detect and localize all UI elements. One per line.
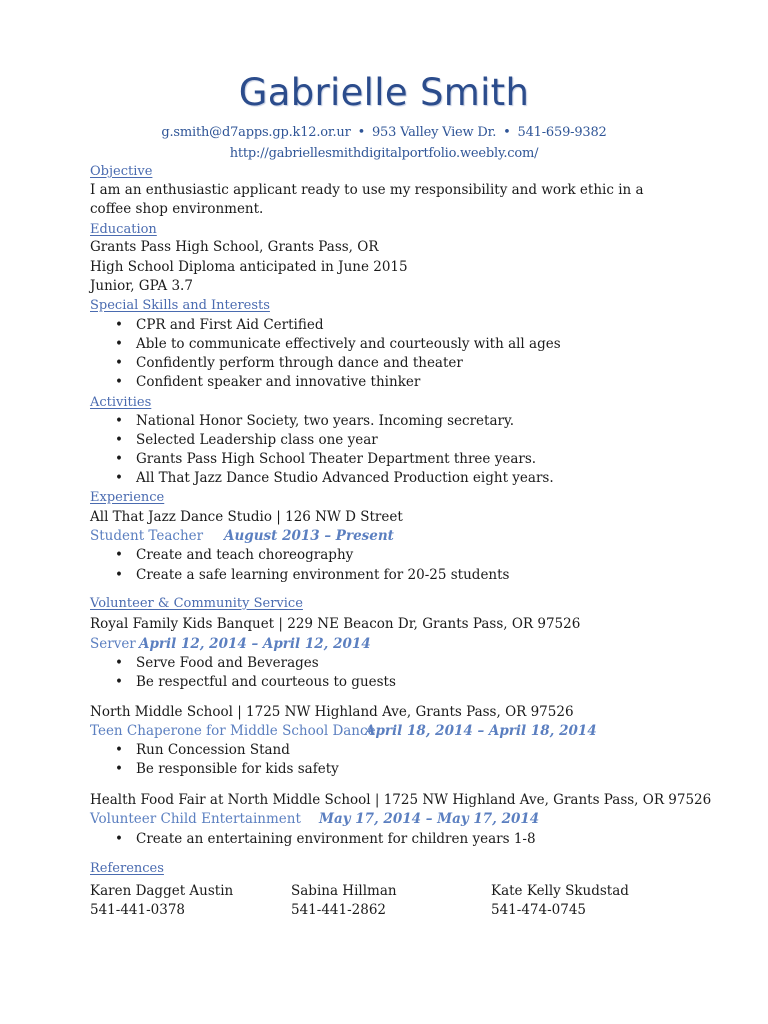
volunteer-item-text: Run Concession Stand [136, 742, 290, 758]
bullet-icon: • [115, 432, 123, 448]
volunteer-dates: April 12, 2014 – April 12, 2014 [139, 636, 371, 652]
education-line: High School Diploma anticipated in June 2015 [90, 259, 408, 275]
activities-item [115, 415, 514, 429]
experience-item-text: Create and teach choreography [136, 547, 354, 563]
bullet-icon: • [115, 742, 123, 758]
volunteer-role: Teen Chaperone for Middle School Dance [90, 723, 376, 739]
reference-name: Karen Dagget Austin [90, 883, 234, 899]
experience-item [115, 569, 509, 583]
skills-item [115, 376, 420, 390]
reference-name: Kate Kelly Skudstad [491, 883, 629, 899]
activities-item [115, 434, 378, 448]
bullet-icon: • [115, 317, 123, 333]
skills-item-text: Confidently perform through dance and theater [136, 355, 463, 371]
volunteer-item [115, 763, 339, 777]
volunteer-org: Health Food Fair at North Middle School | 1725 NW Highland Ave, Grants Pass, OR 97526 [90, 792, 712, 808]
activities-item-text: National Honor Society, two years. Incoming secretary. [136, 413, 515, 429]
reference-phone: 541-474-0745 [491, 902, 587, 918]
skills-item [115, 319, 323, 333]
volunteer-item-text: Be respectful and courteous to guests [136, 674, 396, 690]
education-line: Grants Pass High School, Grants Pass, OR [90, 239, 379, 255]
volunteer-item [115, 676, 396, 690]
bullet-icon: • [115, 547, 123, 563]
bullet-icon: • [115, 413, 123, 429]
contact-website[interactable]: http://gabriellesmithdigitalportfolio.weebly.com/ [229, 146, 539, 161]
contact-line [0, 126, 768, 139]
bullet-icon: • [115, 451, 123, 467]
skills-item-text: Confident speaker and innovative thinker [136, 374, 421, 390]
skills-item [115, 338, 561, 352]
volunteer-dates: May 17, 2014 – May 17, 2014 [319, 811, 540, 827]
volunteer-item-text: Be responsible for kids safety [136, 761, 339, 777]
activities-item-text: All That Jazz Dance Studio Advanced Production eight years. [136, 470, 554, 486]
volunteer-item [115, 657, 319, 671]
experience-item-text: Create a safe learning environment for 20-25 students [136, 567, 510, 583]
references-heading: References [90, 861, 164, 876]
education-line: Junior, GPA 3.7 [90, 278, 193, 294]
experience-employer: All That Jazz Dance Studio | 126 NW D Street [90, 509, 403, 525]
contact-email[interactable]: g.smith@d7apps.gp.k12.or.ur [161, 125, 351, 140]
bullet-icon: • [115, 761, 123, 777]
reference-phone: 541-441-0378 [90, 902, 186, 918]
activities-item [115, 472, 554, 486]
bullet-icon: • [115, 470, 123, 486]
volunteer-item [115, 833, 536, 847]
contact-separator: • [357, 125, 366, 140]
volunteer-org: North Middle School | 1725 NW Highland Ave, Grants Pass, OR 97526 [90, 704, 574, 720]
skills-item [115, 357, 463, 371]
volunteer-dates: April 18, 2014 – April 18, 2014 [365, 723, 597, 739]
volunteer-org: Royal Family Kids Banquet | 229 NE Beacon Dr, Grants Pass, OR 97526 [90, 616, 581, 632]
activities-heading: Activities [90, 395, 152, 410]
objective-heading: Objective [90, 164, 153, 179]
bullet-icon: • [115, 567, 123, 583]
volunteer-item-text: Serve Food and Beverages [136, 655, 319, 671]
experience-heading: Experience [90, 490, 165, 505]
contact-separator: • [503, 125, 511, 140]
skills-heading: Special Skills and Interests [90, 298, 270, 313]
reference-name: Sabina Hillman [291, 883, 397, 899]
resume-name: Gabrielle Smith [238, 71, 530, 114]
activities-item-text: Selected Leadership class one year [136, 432, 378, 448]
volunteer-item-text: Create an entertaining environment for children years 1-8 [136, 831, 536, 847]
reference-phone: 541-441-2862 [291, 902, 387, 918]
education-heading: Education [90, 222, 157, 237]
bullet-icon: • [115, 355, 123, 371]
bullet-icon: • [115, 655, 123, 671]
bullet-icon: • [115, 831, 123, 847]
bullet-icon: • [115, 374, 123, 390]
activities-item-text: Grants Pass High School Theater Department three years. [136, 451, 537, 467]
volunteer-item [115, 744, 290, 758]
skills-item-text: Able to communicate effectively and courteously with all ages [136, 336, 561, 352]
activities-item [115, 453, 536, 467]
bullet-icon: • [115, 336, 123, 352]
volunteer-role: Server [90, 636, 136, 652]
objective-text: I am an enthusiastic applicant ready to use my responsibility and work ethic in a coffee shop environment. [90, 182, 644, 217]
volunteer-heading: Volunteer & Community Service [90, 596, 303, 611]
skills-item-text: CPR and First Aid Certified [136, 317, 324, 333]
bullet-icon: • [115, 674, 123, 690]
contact-address: 953 Valley View Dr. [371, 125, 497, 140]
contact-phone: 541-659-9382 [517, 125, 607, 140]
volunteer-role: Volunteer Child Entertainment [90, 811, 301, 827]
experience-role: Student Teacher [90, 528, 204, 544]
experience-item [115, 549, 353, 563]
experience-dates: August 2013 – Present [224, 528, 394, 544]
